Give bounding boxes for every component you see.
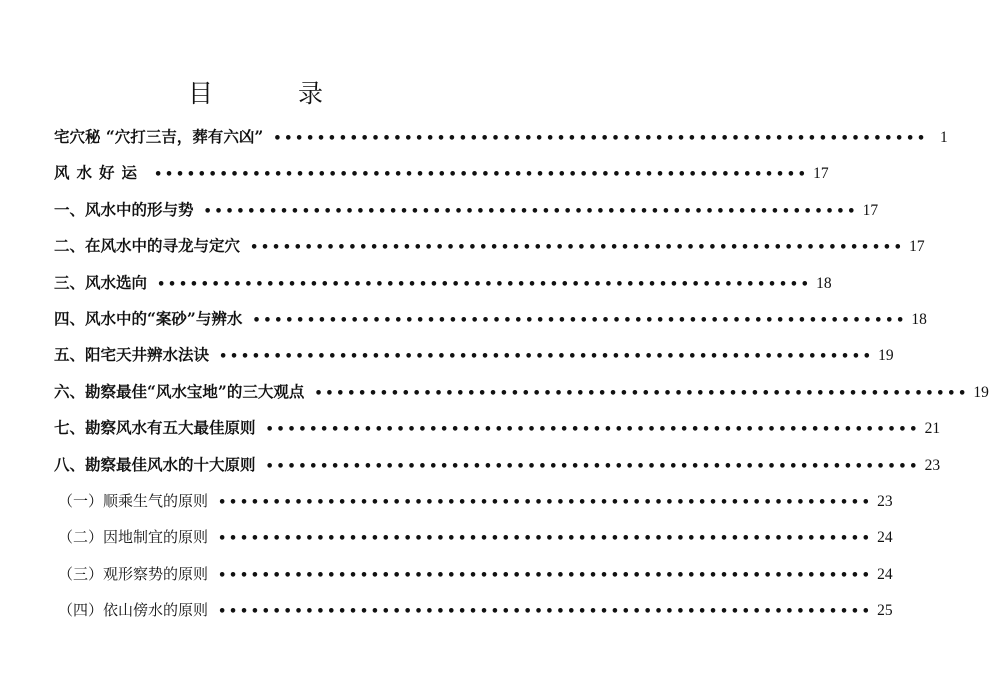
toc-entry-label: 一、风水中的形与势 bbox=[54, 199, 194, 219]
dot-leader: •••••••••••••••••••••••••••••••••••••••••••••••••••••••••••• bbox=[252, 312, 907, 328]
dot-leader: •••••••••••••••••••••••••••••••••••••••••••••••••••••••••••• bbox=[219, 349, 874, 365]
dot-leader: •••••••••••••••••••••••••••••••••••••••••••••••••••••••••••• bbox=[218, 531, 873, 547]
toc-subentry[interactable] bbox=[54, 483, 893, 519]
toc-subentry[interactable] bbox=[54, 519, 893, 555]
toc-entry-page: 17 bbox=[862, 201, 879, 219]
toc-entry-label: （一）顺乘生气的原则 bbox=[58, 491, 209, 510]
toc-entry[interactable] bbox=[54, 228, 925, 264]
dot-leader: •••••••••••••••••••••••••••••••••••••••••••••••••••••••••••• bbox=[265, 458, 921, 474]
toc-entry[interactable] bbox=[54, 301, 927, 337]
toc-entry-label: （四）依山傍水的原则 bbox=[58, 601, 209, 620]
toc-entry[interactable] bbox=[54, 337, 894, 373]
toc-title: 目 录 bbox=[187, 79, 353, 108]
toc-entry-label: （二）因地制宜的原则 bbox=[58, 528, 209, 547]
dot-leader: •••••••••••••••••••••••••••••••••••••••••••••••••••••••••••• bbox=[218, 494, 873, 510]
toc-entry-label: （三）观形察势的原则 bbox=[58, 564, 209, 583]
dot-leader: •••••••••••••••••••••••••••••••••••••••••••••••••••••••••••• bbox=[265, 422, 921, 438]
toc-subentry[interactable] bbox=[54, 592, 893, 628]
toc-entry-label: 二、在风水中的寻龙与定穴 bbox=[54, 236, 241, 256]
toc-entry-label: 七、勘察风水有五大最佳原则 bbox=[54, 418, 256, 438]
toc-entry-label: 六、勘察最佳“风水宝地”的三大观点 bbox=[54, 381, 305, 401]
dot-leader: •••••••••••••••••••••••••••••••••••••••••••••••••••••••••••• bbox=[314, 385, 969, 401]
toc-entry-page: 23 bbox=[877, 492, 893, 510]
dot-leader: •••••••••••••••••••••••••••••••••••••••••••••••••••••••••••• bbox=[157, 276, 812, 292]
toc-entry-page: 18 bbox=[816, 274, 832, 292]
toc-entry-page: 24 bbox=[877, 529, 893, 547]
toc-entry[interactable] bbox=[54, 447, 941, 483]
dot-leader: •••••••••••••••••••••••••••••••••••••••••••••••••••••••••••• bbox=[273, 131, 928, 146]
toc-entry-page: 25 bbox=[877, 602, 893, 620]
toc-entry-label: 四、风水中的“案砂”与辨水 bbox=[54, 308, 243, 328]
toc-subentry[interactable] bbox=[54, 556, 893, 592]
toc-entry-page: 17 bbox=[813, 165, 829, 183]
toc-entry-page: 21 bbox=[924, 420, 941, 438]
toc-list bbox=[54, 119, 989, 628]
dot-leader: •••••••••••••••••••••••••••••••••••••••••••••••••••••••••••• bbox=[218, 567, 873, 583]
toc-entry-label: 八、勘察最佳风水的十大原则 bbox=[54, 454, 256, 474]
toc-entry-label: 风水好运 bbox=[54, 163, 145, 183]
toc-entry[interactable] bbox=[54, 374, 989, 410]
toc-entry-page: 1 bbox=[940, 129, 948, 146]
dot-leader: •••••••••••••••••••••••••••••••••••••••••••••••••••••••••••• bbox=[154, 167, 809, 183]
toc-entry[interactable] bbox=[54, 410, 941, 446]
toc-entry[interactable] bbox=[54, 155, 829, 191]
toc-entry[interactable] bbox=[54, 119, 948, 155]
dot-leader: •••••••••••••••••••••••••••••••••••••••••••••••••••••••••••• bbox=[250, 240, 905, 256]
toc-entry[interactable] bbox=[54, 192, 879, 228]
toc-entry-page: 19 bbox=[878, 347, 894, 365]
toc-entry-page: 19 bbox=[973, 383, 989, 401]
toc-entry-page: 18 bbox=[911, 310, 927, 328]
toc-entry[interactable] bbox=[54, 265, 832, 301]
toc-entry-page: 24 bbox=[877, 565, 893, 583]
toc-entry-label: 宅穴秘 “穴打三吉，葬有六凶” bbox=[54, 127, 264, 146]
toc-entry-page: 23 bbox=[924, 456, 941, 474]
toc-entry-page: 17 bbox=[909, 238, 925, 256]
dot-leader: •••••••••••••••••••••••••••••••••••••••••••••••••••••••••••• bbox=[203, 203, 859, 219]
dot-leader: •••••••••••••••••••••••••••••••••••••••••••••••••••••••••••• bbox=[218, 604, 873, 620]
toc-entry-label: 五、阳宅天井辨水法诀 bbox=[54, 345, 210, 365]
toc-entry-label: 三、风水选向 bbox=[54, 272, 148, 292]
